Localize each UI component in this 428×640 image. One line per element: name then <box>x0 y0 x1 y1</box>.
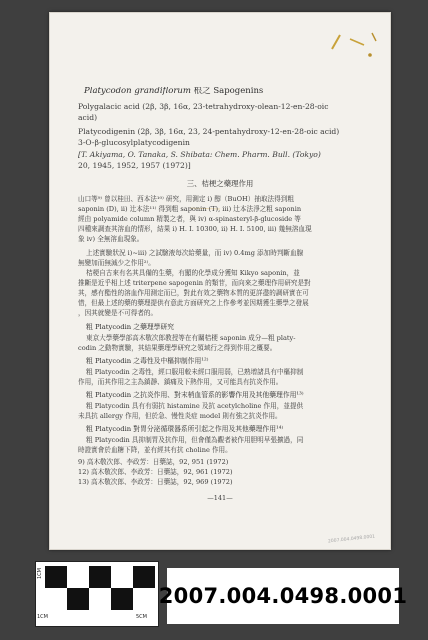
paragraph-line: 推斷是近乎相上述 triterpene sapogenin 的類苷，而向來之藥理作用研究是對 <box>78 279 311 287</box>
scale-bar <box>35 561 159 627</box>
stain-marks <box>320 31 390 71</box>
scale-block <box>45 566 67 588</box>
scale-unit-label: 1CM <box>37 568 43 579</box>
reference: 13) 高木敬次郎、李政芳：日藥誌，92, 969 (1972) <box>78 478 233 486</box>
text-line: Platycodigenin (2β, 3β, 16α, 23, 24-pentahydroxy-12-en-28-oic acid) <box>78 127 340 136</box>
scale-unit-label: 1CM <box>37 614 48 620</box>
paragraph-line: 山口等⁹⁾ 曾以桂田、西本法¹⁰⁾ 研究，用測定 i) 醇（BuOH）抽取法得到粗 <box>78 195 294 203</box>
paragraph-line: 作用，而其作用之主為鎮靜、鎮痛及下熱作用，又可能具有抗炎作用。 <box>78 378 283 386</box>
subsection-title: 粗 Platycodin 之毒性及中樞抑制作用¹²⁾ <box>86 357 209 365</box>
text-line: 3-O-β-glucosylplatycodigenin <box>78 138 190 147</box>
subsection-title: 粗 Platycodin 之藥理學研究 <box>86 323 175 331</box>
scale-block <box>89 566 111 588</box>
pencil-inventory-note: 2007.004.0498.0001 <box>327 534 376 545</box>
paragraph-line: 東京大學藥學部高木敬次郎教授等在有關桔梗 saponin 成分—粗 platy- <box>86 334 296 342</box>
subsection-title: 粗 Platycodin 之抗炎作用、對末梢血管系的影響作用及其他藥理作用¹³⁾ <box>86 391 304 399</box>
page-number: —141— <box>207 494 233 502</box>
paragraph-line: 時證實會於血糖下降，並有經其有抗 choline 作用。 <box>78 446 232 454</box>
paragraph-line: ，因其就變是不可得者的。 <box>78 309 158 317</box>
scale-unit-label: 5CM <box>136 614 147 620</box>
reference: 9) 高木敬次郎、李政芳：日藥誌，92, 951 (1972) <box>78 458 229 466</box>
paragraph-line: 桔梗自古來有名其具備的生藥，有顯的化學成分獲知 Kikyo saponin，並 <box>86 269 300 277</box>
citation: 20, 1945, 1952, 1957 (1972)] <box>78 161 191 170</box>
paragraph-line: 象 iv) 全無溶血現象。 <box>78 235 144 243</box>
paragraph-line: saponin (D), ii) 辻本法¹¹⁾ 得到粗 saponin (T), iii) 辻本法淨之粗 saponin <box>78 205 302 213</box>
accession-number-label: 2007.004.0498.0001 <box>167 568 399 624</box>
scale-block <box>133 566 155 588</box>
paragraph-line: 粗 Platycodin 之毒性，經口服用較未經口服用弱，已熟增諸具有中樞抑制 <box>86 368 304 376</box>
paragraph-line: 其，感有酯性的溶血作用測定而已，對此有效之藥物本質的更詳盡的調研實在可 <box>78 289 309 297</box>
paragraph-line: codin 之動物實驗，其結果藥理學研究之領域行之得到作用之概要。 <box>78 344 277 352</box>
text-line: Polygalacic acid (2β, 3β, 16α, 23-tetrahydroxy-olean-12-en-28-oic <box>78 102 329 111</box>
paragraph-line: 未具抗 allergy 作用，但於急、慢性炎症 model 則有強之抗炎作用。 <box>78 412 282 420</box>
subsection-title: 粗 Platycodin 對胃分泌循環器系所引起之作用及其他藥理作用¹⁴⁾ <box>86 425 284 433</box>
section-heading-sapogenins: Platycodon grandiflorum 根之 Sapogenins <box>84 87 264 96</box>
scale-block <box>111 588 133 610</box>
paragraph-line: 無變加而無減少之作用²⁾。 <box>78 259 155 267</box>
text-line: acid) <box>78 113 98 122</box>
paragraph-line: 經由 polyamide column 精製之者，與 iv) α-spinasteryl-β-glucoside 等 <box>78 215 301 223</box>
paragraph-line: 上述實驗狀況 i)~iii) 之試驗液每次給藥量，而 iv) 0.4mg 添加時判斷血腺 <box>86 249 304 257</box>
paragraph-line: 粗 Platycodin 具抑制胃及抗作用，但會僅為觀者被作用胆明早張擴過，同 <box>86 436 304 444</box>
paragraph-line: 四種來調查其溶血的情形，結果 i) H. I. 10300, ii) H. I. 5100, iii) 幾無溶血現 <box>78 225 312 233</box>
scale-block <box>67 588 89 610</box>
document-page <box>49 12 391 550</box>
section-title: 三、桔梗之藥理作用 <box>186 179 254 188</box>
paragraph-line: 粗 Platycodin 具有有弱抗 histamine 及抗 acetylcholine 作用，並提供 <box>86 402 304 410</box>
paragraph-line: 惜，但最上述的藥的藥理提供有意此方面研究之上作參考並因期獲生藥學之發展 <box>78 299 309 307</box>
reference: 12) 高木敬次郎、李政芳：日藥誌，92, 961 (1972) <box>78 468 233 476</box>
citation: [T. Akiyama, O. Tanaka, S. Shibata: Chem. Pharm. Bull. (Tokyo) <box>78 150 321 159</box>
